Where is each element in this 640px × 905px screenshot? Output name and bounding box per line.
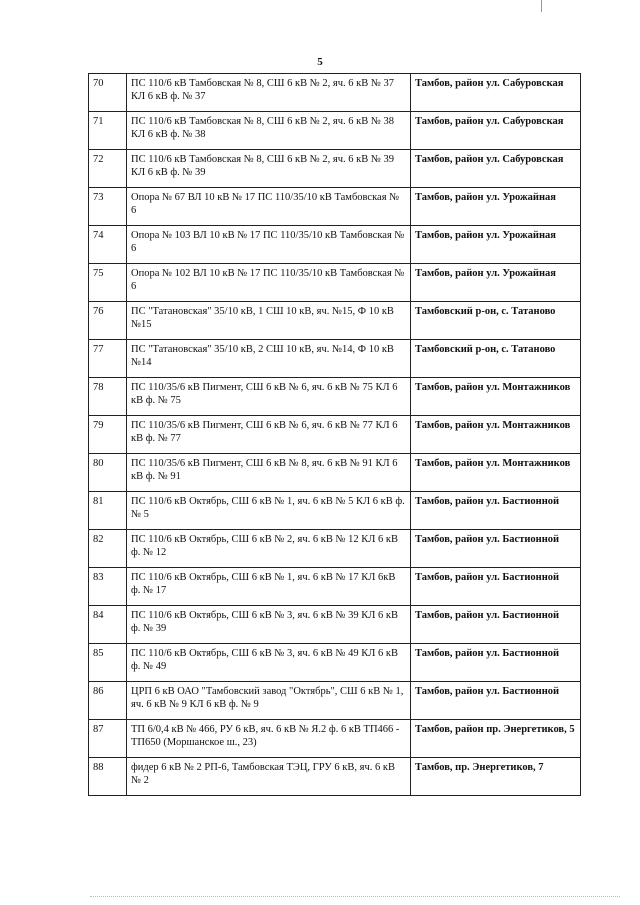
row-number: 77 — [89, 340, 127, 378]
row-location: Тамбовский р-он, с. Татаново — [411, 340, 581, 378]
row-object: Опора № 67 ВЛ 10 кВ № 17 ПС 110/35/10 кВ Тамбовская № 6 — [127, 188, 411, 226]
table-row — [89, 74, 581, 112]
table-row — [89, 416, 581, 454]
row-number: 85 — [89, 644, 127, 682]
row-object: ПС 110/6 кВ Октябрь, СШ 6 кВ № 3, яч. 6 кВ № 49 КЛ 6 кВ ф. № 49 — [127, 644, 411, 682]
table-row — [89, 758, 581, 796]
row-location: Тамбов, район ул. Монтажников — [411, 416, 581, 454]
table-row — [89, 150, 581, 188]
row-number: 80 — [89, 454, 127, 492]
row-location: Тамбов, район ул. Бастионной — [411, 568, 581, 606]
row-location: Тамбов, район ул. Урожайная — [411, 264, 581, 302]
row-object: ПС 110/35/6 кВ Пигмент, СШ 6 кВ № 6, яч. 6 кВ № 77 КЛ 6 кВ ф. № 77 — [127, 416, 411, 454]
row-number: 87 — [89, 720, 127, 758]
row-object: ПС 110/35/6 кВ Пигмент, СШ 6 кВ № 6, яч. 6 кВ № 75 КЛ 6 кВ ф. № 75 — [127, 378, 411, 416]
objects-table — [88, 73, 581, 796]
row-object: ПС 110/6 кВ Октябрь, СШ 6 кВ № 1, яч. 6 кВ № 5 КЛ 6 кВ ф. № 5 — [127, 492, 411, 530]
row-object: Опора № 102 ВЛ 10 кВ № 17 ПС 110/35/10 кВ Тамбовская № 6 — [127, 264, 411, 302]
row-object: ПС "Татановская" 35/10 кВ, 1 СШ 10 кВ, яч. №15, Ф 10 кВ №15 — [127, 302, 411, 340]
row-object: фидер 6 кВ № 2 РП-6, Тамбовская ТЭЦ, ГРУ 6 кВ, яч. 6 кВ № 2 — [127, 758, 411, 796]
table-row — [89, 454, 581, 492]
row-object: ПС 110/6 кВ Октябрь, СШ 6 кВ № 2, яч. 6 кВ № 12 КЛ 6 кВ ф. № 12 — [127, 530, 411, 568]
row-object: ТП 6/0,4 кВ № 466, РУ 6 кВ, яч. 6 кВ № Я.2 ф. 6 кВ ТП466 - ТП650 (Моршанское ш., 23) — [127, 720, 411, 758]
table-row — [89, 340, 581, 378]
row-number: 79 — [89, 416, 127, 454]
table-row — [89, 606, 581, 644]
table-row — [89, 188, 581, 226]
row-location: Тамбов, район ул. Сабуровская — [411, 74, 581, 112]
row-location: Тамбов, район ул. Бастионной — [411, 682, 581, 720]
table-row — [89, 226, 581, 264]
row-location: Тамбов, район ул. Урожайная — [411, 188, 581, 226]
row-object: ЦРП 6 кВ ОАО "Тамбовский завод "Октябрь", СШ 6 кВ № 1, яч. 6 кВ № 9 КЛ 6 кВ ф. № 9 — [127, 682, 411, 720]
row-number: 86 — [89, 682, 127, 720]
row-location: Тамбов, район ул. Монтажников — [411, 378, 581, 416]
row-object: ПС 110/6 кВ Октябрь, СШ 6 кВ № 3, яч. 6 кВ № 39 КЛ 6 кВ ф. № 39 — [127, 606, 411, 644]
row-number: 78 — [89, 378, 127, 416]
row-number: 84 — [89, 606, 127, 644]
row-number: 75 — [89, 264, 127, 302]
row-location: Тамбов, район ул. Урожайная — [411, 226, 581, 264]
table-body — [89, 74, 581, 796]
row-number: 83 — [89, 568, 127, 606]
table-row — [89, 682, 581, 720]
row-location: Тамбов, район ул. Бастионной — [411, 530, 581, 568]
row-object: ПС 110/6 кВ Тамбовская № 8, СШ 6 кВ № 2, яч. 6 кВ № 38 КЛ 6 кВ ф. № 38 — [127, 112, 411, 150]
table-row — [89, 112, 581, 150]
row-object: ПС 110/6 кВ Тамбовская № 8, СШ 6 кВ № 2, яч. 6 кВ № 37 КЛ 6 кВ ф. № 37 — [127, 74, 411, 112]
row-location: Тамбов, пр. Энергетиков, 7 — [411, 758, 581, 796]
row-location: Тамбов, район ул. Сабуровская — [411, 112, 581, 150]
table-row — [89, 264, 581, 302]
row-location: Тамбов, район ул. Бастионной — [411, 606, 581, 644]
row-location: Тамбов, район ул. Монтажников — [411, 454, 581, 492]
page-number: 5 — [317, 56, 323, 68]
row-number: 88 — [89, 758, 127, 796]
row-number: 72 — [89, 150, 127, 188]
row-location: Тамбов, район ул. Бастионной — [411, 644, 581, 682]
row-number: 73 — [89, 188, 127, 226]
row-number: 81 — [89, 492, 127, 530]
table-row — [89, 530, 581, 568]
table-row — [89, 568, 581, 606]
row-location: Тамбов, район пр. Энергетиков, 5 — [411, 720, 581, 758]
table-row — [89, 644, 581, 682]
row-object: ПС 110/6 кВ Октябрь, СШ 6 кВ № 1, яч. 6 кВ № 17 КЛ 6кВ ф. № 17 — [127, 568, 411, 606]
row-location: Тамбов, район ул. Сабуровская — [411, 150, 581, 188]
table-row — [89, 302, 581, 340]
table-row — [89, 492, 581, 530]
scan-bottom-artifact — [90, 896, 620, 899]
row-object: ПС 110/6 кВ Тамбовская № 8, СШ 6 кВ № 2, яч. 6 кВ № 39 КЛ 6 кВ ф. № 39 — [127, 150, 411, 188]
row-object: ПС 110/35/6 кВ Пигмент, СШ 6 кВ № 8, яч. 6 кВ № 91 КЛ 6 кВ ф. № 91 — [127, 454, 411, 492]
row-number: 74 — [89, 226, 127, 264]
scan-edge-mark — [541, 0, 542, 12]
row-number: 76 — [89, 302, 127, 340]
row-location: Тамбовский р-он, с. Татаново — [411, 302, 581, 340]
row-number: 71 — [89, 112, 127, 150]
row-number: 70 — [89, 74, 127, 112]
row-location: Тамбов, район ул. Бастионной — [411, 492, 581, 530]
row-object: ПС "Татановская" 35/10 кВ, 2 СШ 10 кВ, яч. №14, Ф 10 кВ №14 — [127, 340, 411, 378]
table-row — [89, 720, 581, 758]
row-number: 82 — [89, 530, 127, 568]
table-row — [89, 378, 581, 416]
row-object: Опора № 103 ВЛ 10 кВ № 17 ПС 110/35/10 кВ Тамбовская № 6 — [127, 226, 411, 264]
